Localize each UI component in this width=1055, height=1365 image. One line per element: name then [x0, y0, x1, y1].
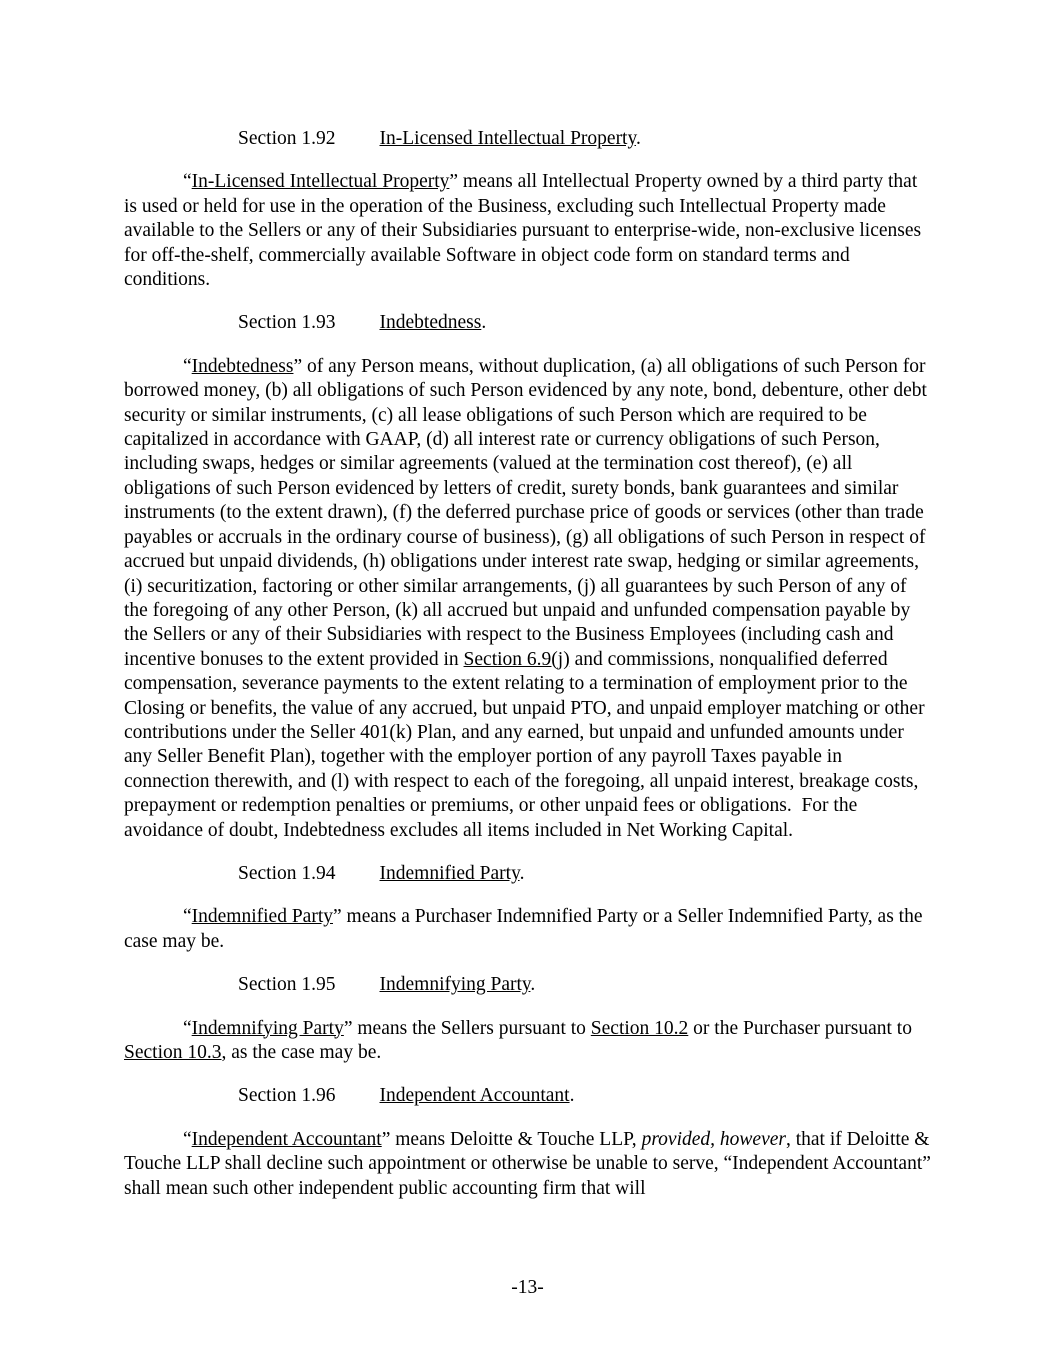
body-text-run: and commissions, nonqualified deferred compensation, severance payments to the extent relating to a termination of employment prior to the Closing or benefits, the value of any accrued, but unpaid PTO, and unpaid employer matching or other contributions under the Seller 401(k) Plan, and any earned, but unpaid and unfunded amounts under any Seller Benefit Plan), together with the employer portion of any payroll Taxes payable in connection therewith, and (l) with respect to each of the foregoing, all unpaid interest, breakage costs, prepayment or redemption penalties or premiums, or other unpaid fees or obligations. For the avoidance of doubt, Indebtedness excludes all items included in Net Working Capital.: [124, 648, 930, 841]
body-text-run: “: [183, 1017, 192, 1039]
body-text-run: ” means all Intellectual Property owned by a third party that is used or held for use in the operation of the Business, excluding such Intellectual Property made available to the Sellers or any of their Subsidiaries pursuant to enterprise-wide, non-exclusive licenses for off-the-shelf, commercially available Software in object code form on standard terms and conditions.: [124, 171, 926, 291]
section-label: Section 1.94: [238, 862, 336, 884]
defined-term: Indemnifying Party: [191, 1017, 344, 1039]
section-paragraph: [124, 1128, 936, 1201]
defined-term: Section 6.9(j): [463, 648, 570, 670]
defined-term: Indemnified Party: [191, 906, 333, 928]
section-heading: [124, 862, 931, 886]
section-title-suffix: .: [635, 128, 641, 149]
section-paragraph: [124, 170, 931, 292]
section-heading: [124, 1084, 931, 1108]
body-text-run: “: [183, 171, 192, 193]
body-text-run: “: [183, 355, 192, 377]
document-section: [124, 127, 931, 292]
body-text-run: “: [183, 1128, 192, 1150]
italic-text-run: provided, however: [641, 1128, 786, 1150]
body-text-run: ” means a Purchaser Indemnified Party or a Seller Indemnified Party, as the case may be.: [124, 906, 928, 952]
document-section: [124, 973, 931, 1065]
body-text-run: ” of any Person means, without duplication, (a) all obligations of such Person for borrowed money, (b) all obligations of such Person evidenced by any note, bond, debenture, other debt security or similar instruments, (c) all lease obligations of such Person which are required to be capitalized in accordance with GAAP, (d) all interest rate or currency obligations of such Person, including swaps, hedges or similar agreements (valued at the termination cost thereof), (e) all obligations of such Person evidenced by letters of credit, surety bonds, bank guarantees and similar instruments (to the extent drawn), (f) the deferred purchase price of goods or services (other than trade payables or accruals in the ordinary course of business), (g) all obligations of such Person in respect of accrued but unpaid dividends, (h) obligations under interest rate swap, hedging or similar agreements, (i) securitization, factoring or other similar arrangements, (j) all guarantees by such Person of any of the foregoing of any other Person, (k) all accrued but unpaid and unfunded compensation payable by the Sellers or any of their Subsidiaries with respect to the Business Employees (including cash and incentive bonuses to the extent provided in: [124, 355, 932, 670]
section-label: Section 1.95: [238, 974, 336, 996]
section-heading: [124, 973, 931, 997]
body-text-run: ” means the Sellers pursuant to: [343, 1017, 591, 1039]
defined-term: In-Licensed Intellectual Property: [191, 171, 450, 193]
section-heading: [124, 127, 931, 151]
section-title: Independent Accountant: [379, 1085, 570, 1107]
section-title-suffix: .: [481, 312, 487, 334]
section-label: Section 1.93: [238, 312, 336, 334]
body-text-run: , that if Deloitte & Touche LLP shall decline such appointment or otherwise be unable to serve, “Independent Accountant” shall mean such other independent public accounting firm that will: [124, 1128, 936, 1199]
section-label: Section 1.96: [238, 1085, 336, 1107]
section-title-suffix: .: [530, 974, 536, 996]
body-text-run: ” means Deloitte & Touche LLP,: [381, 1128, 642, 1150]
section-heading: [124, 311, 931, 335]
body-text-run: “: [183, 906, 192, 928]
section-title: Indebtedness: [379, 312, 482, 334]
body-text-run: or the Purchaser pursuant to: [688, 1017, 917, 1039]
section-paragraph: [124, 1017, 931, 1066]
defined-term: Section 10.3: [124, 1042, 222, 1063]
section-title-suffix: .: [519, 862, 525, 884]
document-section: [124, 311, 931, 843]
document-section: [124, 1084, 936, 1201]
defined-term: Indebtedness: [191, 355, 294, 377]
page-number: -13-: [511, 1277, 544, 1298]
section-title: In-Licensed Intellectual Property: [379, 128, 636, 149]
document-body: [124, 127, 936, 1201]
section-paragraph: [124, 905, 931, 954]
defined-term: Section 10.2: [590, 1017, 689, 1039]
section-paragraph: [124, 355, 931, 843]
document-section: [124, 862, 931, 954]
section-label: Section 1.92: [238, 128, 336, 149]
body-text-run: , as the case may be.: [221, 1042, 382, 1063]
section-title: Indemnified Party: [379, 862, 520, 884]
section-title: Indemnifying Party: [379, 974, 531, 996]
section-title-suffix: .: [569, 1085, 575, 1107]
defined-term: Independent Accountant: [191, 1128, 382, 1150]
